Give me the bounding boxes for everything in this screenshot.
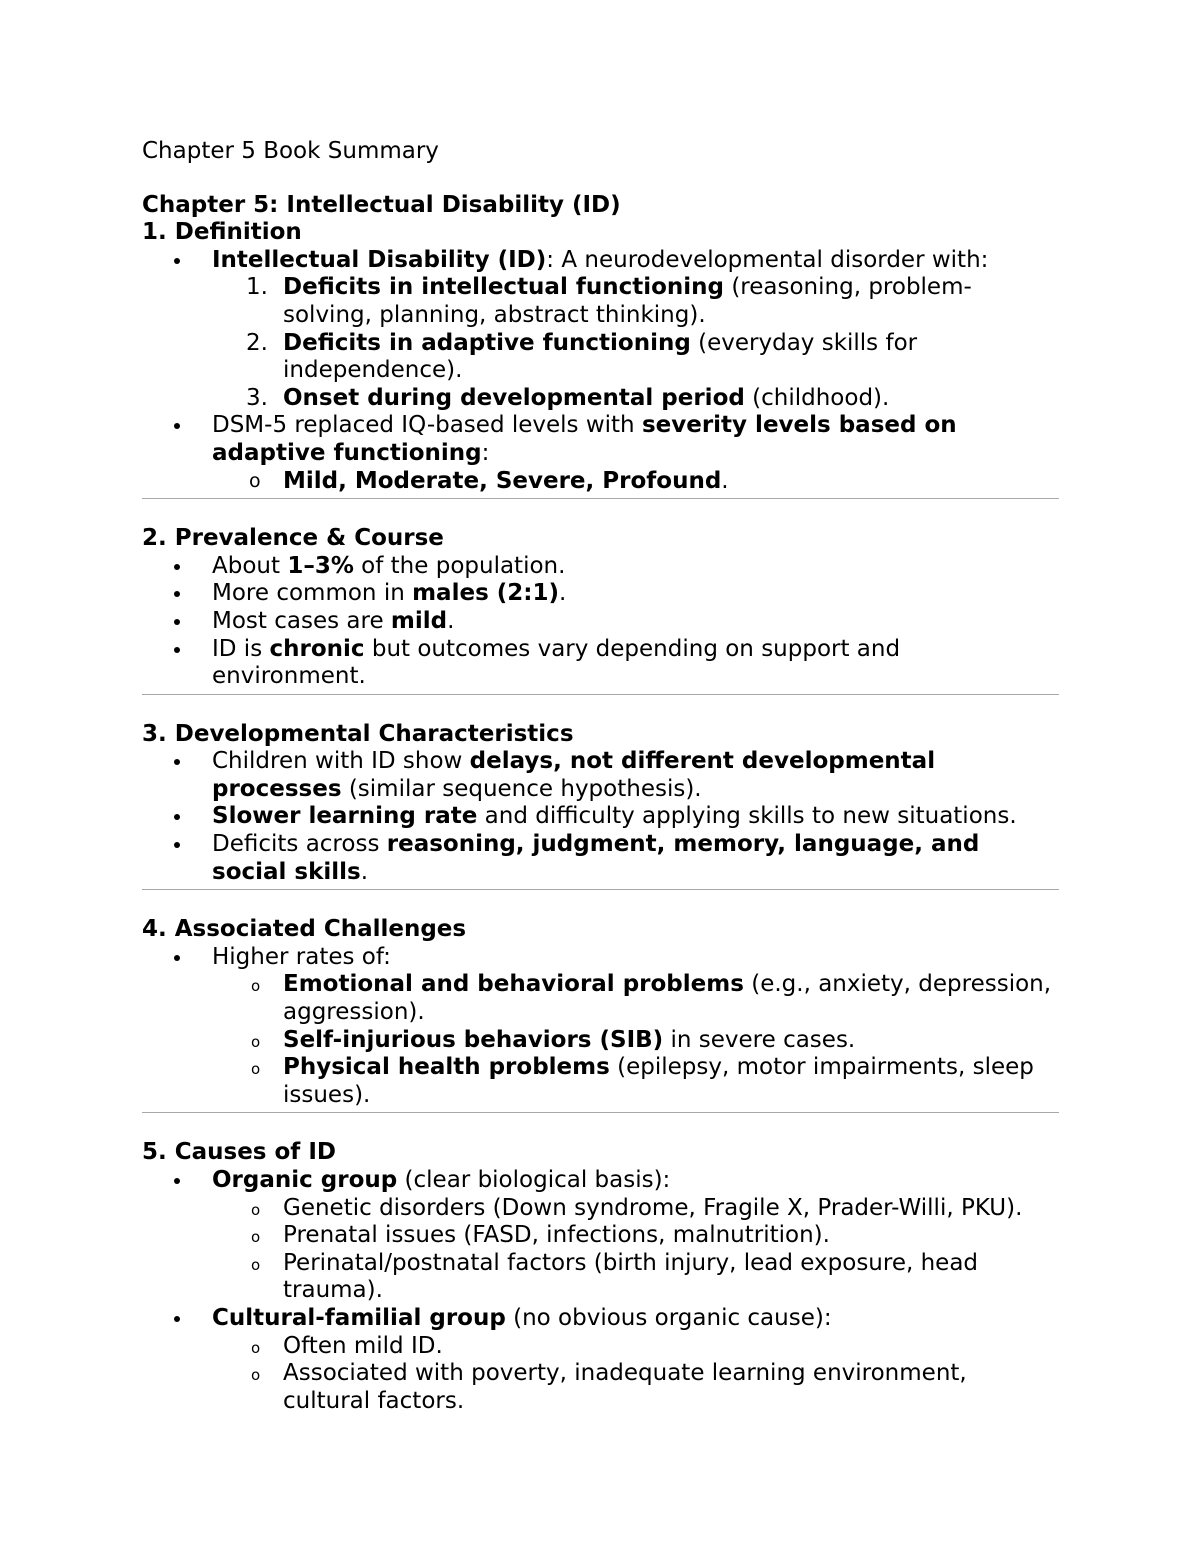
list-item: Intellectual Disability (ID): A neurodevelopmental disorder with:	[142, 247, 1059, 275]
list-item: Organic group (clear biological basis):	[142, 1167, 1059, 1195]
list-item: Slower learning rate and difficulty applying skills to new situations.	[142, 803, 1059, 831]
list-number: 1.	[246, 274, 268, 301]
circle-bullet-icon: o	[251, 977, 261, 996]
list-item: o Perinatal/postnatal factors (birth injury, lead exposure, head trauma).	[251, 1249, 979, 1304]
bullet-icon	[174, 619, 180, 625]
list-item: o Associated with poverty, inadequate learning environment, cultural factors.	[251, 1360, 967, 1414]
prevalence-list	[142, 553, 1059, 691]
document-title: Chapter 5 Book Summary	[142, 138, 439, 164]
section-divider	[142, 889, 1059, 890]
list-item: Most cases are mild.	[142, 608, 1059, 636]
list-item: o Emotional and behavioral problems (e.g., anxiety, depression, aggression).	[251, 971, 1052, 1026]
list-item: DSM-5 replaced IQ-based levels with severity levels based on adaptive functioning:	[142, 412, 1059, 467]
list-item: o Physical health problems (epilepsy, motor impairments, sleep issues).	[251, 1054, 1034, 1108]
document-page	[142, 138, 1059, 1415]
list-item: o Mild, Moderate, Severe, Profound.	[249, 467, 729, 494]
list-item: o Self-injurious behaviors (SIB) in severe cases.	[142, 1027, 1059, 1055]
circle-bullet-icon: o	[251, 1200, 261, 1219]
list-item: 1. Deficits in intellectual functioning (reasoning, problem-solving, planning, abstract thinking).	[246, 274, 972, 328]
list-item: 2. Deficits in adaptive functioning (everyday skills for independence).	[246, 329, 918, 384]
section-heading-definition: 1. Definition	[142, 219, 302, 246]
bullet-icon	[174, 814, 180, 820]
bullet-icon	[174, 591, 180, 597]
criteria-list	[142, 274, 1059, 412]
section-divider	[142, 1112, 1059, 1113]
section-divider	[142, 498, 1059, 499]
list-item: Cultural-familial group (no obvious organic cause):	[142, 1305, 1059, 1333]
list-item: Children with ID show delays, not different developmental processes (similar sequence hypothesis).	[142, 748, 1059, 803]
list-item: Higher rates of:	[142, 944, 1059, 972]
list-item: More common in males (2:1).	[142, 580, 1059, 608]
circle-bullet-icon: o	[251, 1366, 261, 1385]
list-item: 3. Onset during developmental period (childhood).	[246, 384, 890, 411]
list-number: 2.	[246, 329, 268, 356]
list-item: ID is chronic but outcomes vary depending on support and environment.	[142, 636, 1059, 691]
bullet-icon	[174, 647, 180, 653]
circle-bullet-icon: o	[249, 469, 261, 492]
bullet-icon	[174, 842, 180, 848]
chapter-heading: Chapter 5: Intellectual Disability (ID)	[142, 191, 621, 218]
bullet-icon	[174, 1316, 180, 1322]
circle-bullet-icon: o	[251, 1032, 261, 1051]
causes-list	[142, 1167, 1059, 1195]
section-heading-causes: 5. Causes of ID	[142, 1139, 336, 1166]
bullet-icon	[174, 564, 180, 570]
circle-bullet-icon: o	[251, 1228, 261, 1247]
section-divider	[142, 694, 1059, 695]
definition-list	[142, 247, 1059, 275]
list-item: o Often mild ID.	[142, 1333, 1059, 1361]
circle-bullet-icon: o	[251, 1060, 261, 1079]
bullet-icon	[174, 955, 180, 961]
developmental-list	[142, 748, 1059, 886]
circle-bullet-icon: o	[251, 1338, 261, 1357]
bullet-icon	[174, 258, 180, 264]
list-item: o Genetic disorders (Down syndrome, Fragile X, Prader-Willi, PKU).	[142, 1195, 1059, 1223]
circle-bullet-icon: o	[251, 1255, 261, 1274]
section-heading-challenges: 4. Associated Challenges	[142, 916, 467, 943]
section-heading-prevalence: 2. Prevalence & Course	[142, 525, 444, 552]
bullet-icon	[174, 1178, 180, 1184]
bullet-icon	[174, 759, 180, 765]
section-heading-developmental: 3. Developmental Characteristics	[142, 720, 574, 747]
bullet-icon	[174, 423, 180, 429]
list-number: 3.	[246, 384, 268, 411]
list-item: About 1–3% of the population.	[142, 553, 1059, 581]
list-item: o Prenatal issues (FASD, infections, malnutrition).	[142, 1222, 1059, 1250]
challenges-list	[142, 944, 1059, 972]
list-item: Deficits across reasoning, judgment, memory, language, and social skills.	[142, 831, 1059, 886]
